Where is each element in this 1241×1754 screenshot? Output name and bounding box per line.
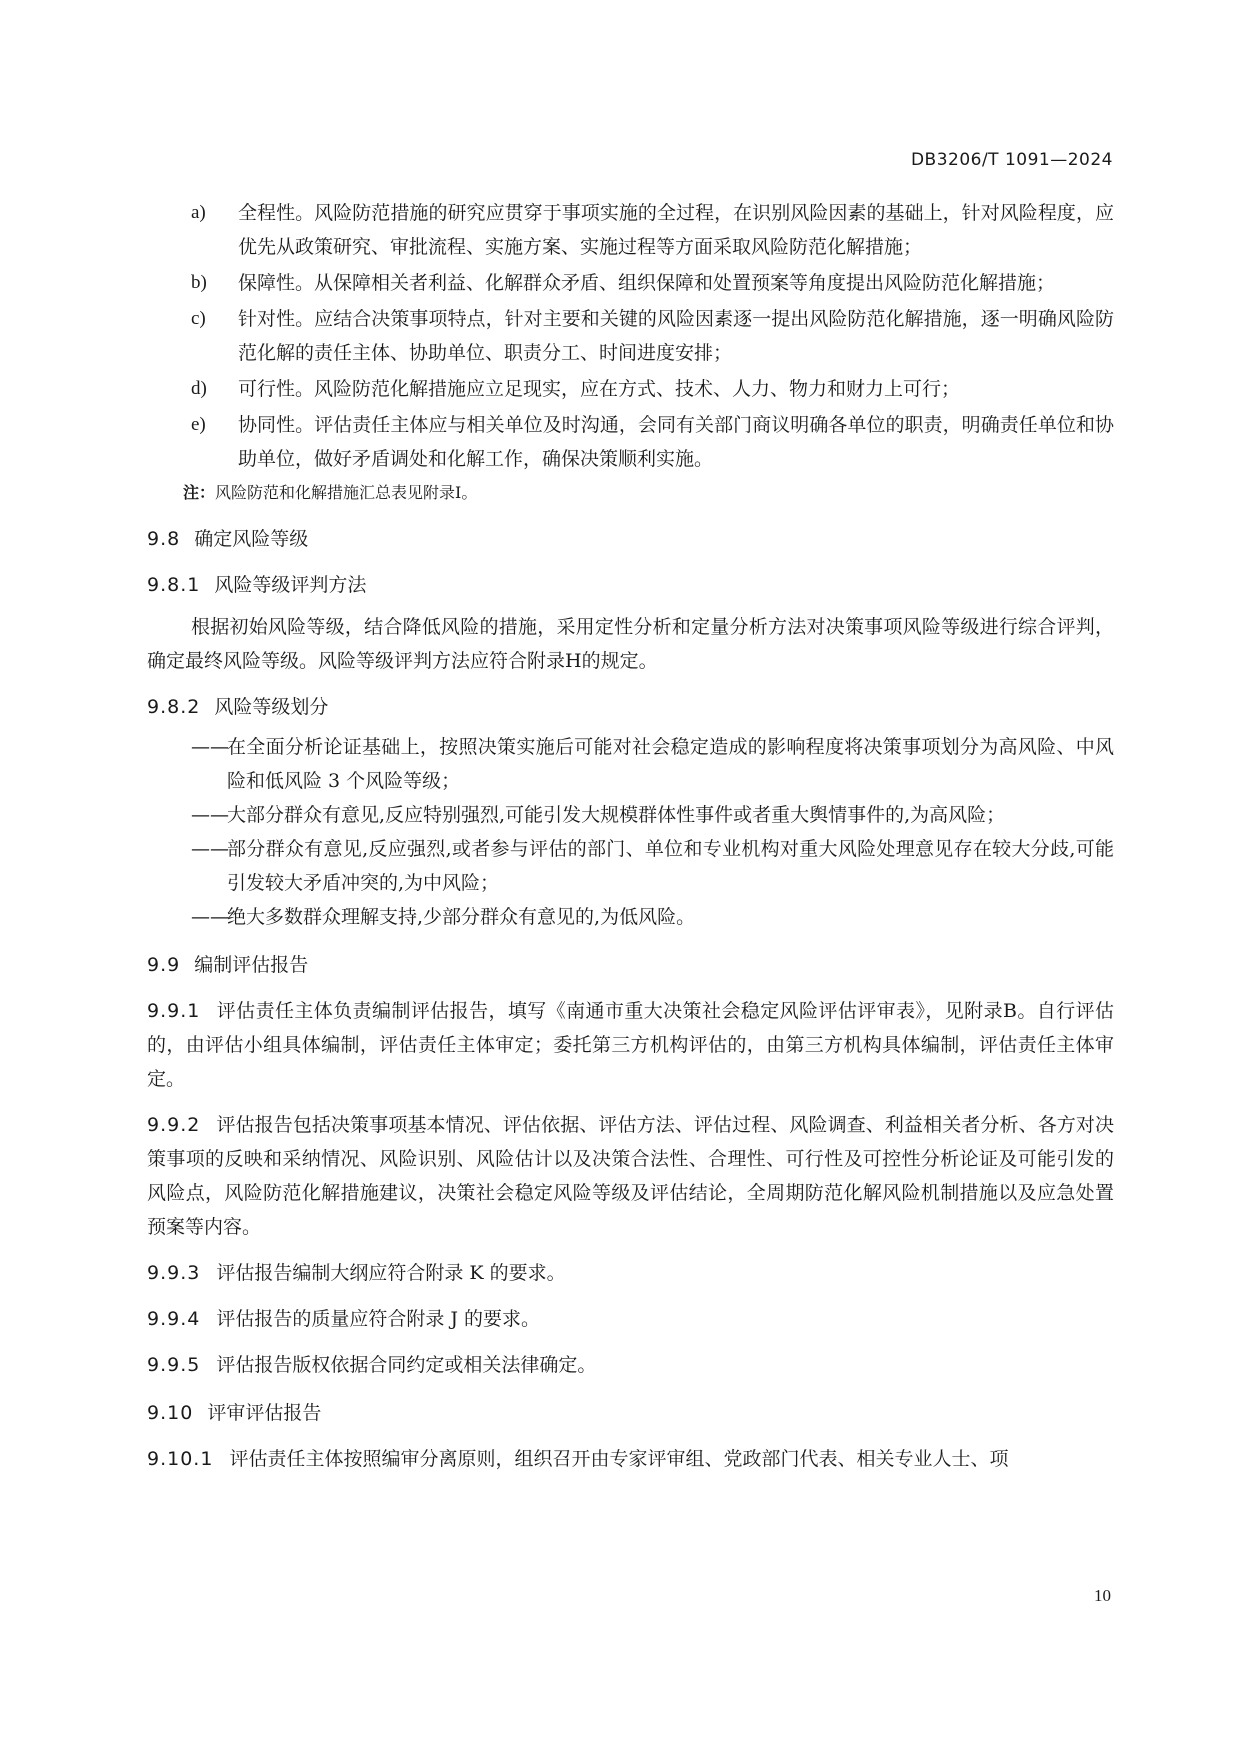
section-title: 确定风险等级 [194, 528, 309, 550]
list-marker: d) [191, 378, 207, 399]
list-item [147, 266, 1114, 300]
list-text: 在全面分析论证基础上，按照决策实施后可能对社会稳定造成的影响程度将决策事项划分为高风险、中风险和低风险 3 个风险等级； [227, 736, 1114, 792]
paragraph-text: 评估报告版权依据合同约定或相关法律确定。 [216, 1354, 597, 1376]
section-number: 9.8.2 [147, 696, 201, 718]
list-item [147, 798, 1114, 832]
section-number: 9.8.1 [147, 574, 201, 596]
list-marker: b) [191, 272, 207, 293]
list-item [147, 372, 1114, 406]
section-heading-9-8 [147, 522, 1114, 556]
paragraph-9-10-1 [147, 1442, 1114, 1476]
list-text: 绝大多数群众理解支持,少部分群众有意见的,为低风险。 [227, 906, 696, 928]
list-marker: c) [191, 308, 206, 329]
section-heading-9-8-2 [147, 690, 1114, 724]
note-label: 注： [183, 483, 216, 502]
section-number: 9.10 [147, 1402, 194, 1424]
section-number: 9.9.2 [147, 1114, 201, 1136]
section-heading-9-10 [147, 1396, 1114, 1430]
paragraph-text: 评估报告编制大纲应符合附录 K 的要求。 [216, 1262, 566, 1284]
section-title: 风险等级划分 [214, 696, 329, 718]
list-text: 针对性。应结合决策事项特点，针对主要和关键的风险因素逐一提出风险防范化解措施，逐一明确风险防范化解的责任主体、协助单位、职责分工、时间进度安排； [238, 308, 1114, 364]
section-number: 9.9 [147, 954, 181, 976]
section-number: 9.9.5 [147, 1354, 201, 1376]
page-number: 10 [1094, 1586, 1111, 1605]
paragraph-text: 评估报告包括决策事项基本情况、评估依据、评估方法、评估过程、风险调查、利益相关者分析、各方对决策事项的反映和采纳情况、风险识别、风险估计以及决策合法性、合理性、可行性及可控性分析论证及可能引发的风险点，风险防范化解措施建议，决策社会稳定风险等级及评估结论，全周期防范化解风险机制措施以及应急处置预案等内容。 [147, 1114, 1114, 1238]
list-text: 保障性。从保障相关者利益、化解群众矛盾、组织保障和处置预案等角度提出风险防范化解措施； [238, 272, 1056, 294]
paragraph-text: 评估责任主体负责编制评估报告，填写《南通市重大决策社会稳定风险评估评审表》，见附录B。自行评估的，由评估小组具体编制，评估责任主体审定；委托第三方机构评估的，由第三方机构具体编制，评估责任主体审定。 [147, 1000, 1114, 1090]
section-title: 风险等级评判方法 [214, 574, 367, 596]
section-number: 9.8 [147, 528, 181, 550]
list-item [147, 408, 1114, 476]
list-item [147, 730, 1114, 798]
list-item [147, 900, 1114, 934]
note [147, 478, 1114, 508]
section-number: 9.10.1 [147, 1448, 214, 1470]
section-title: 编制评估报告 [194, 954, 309, 976]
paragraph-9-9-5 [147, 1348, 1114, 1382]
section-number: 9.9.3 [147, 1262, 201, 1284]
list-item [147, 302, 1114, 370]
page-content [147, 196, 1114, 1476]
list-text: 部分群众有意见,反应强烈,或者参与评估的部门、单位和专业机构对重大风险处理意见存在较大分歧,可能引发较大矛盾冲突的,为中风险； [227, 838, 1114, 894]
list-dash: —— [191, 804, 229, 826]
paragraph-9-9-2 [147, 1108, 1114, 1244]
standard-code: DB3206/T 1091—2024 [910, 150, 1113, 170]
list-dash: —— [191, 838, 229, 860]
paragraph: 根据初始风险等级，结合降低风险的措施，采用定性分析和定量分析方法对决策事项风险等级进行综合评判，确定最终风险等级。风险等级评判方法应符合附录H的规定。 [147, 616, 1114, 672]
paragraph-9-9-4 [147, 1302, 1114, 1336]
list-dash: —— [191, 906, 229, 928]
paragraph-text: 评估报告的质量应符合附录 J 的要求。 [216, 1308, 541, 1330]
list-text: 协同性。评估责任主体应与相关单位及时沟通，会同有关部门商议明确各单位的职责，明确责任单位和协助单位，做好矛盾调处和化解工作，确保决策顺利实施。 [238, 414, 1114, 470]
risk-level-list [147, 730, 1114, 934]
list-dash: —— [191, 736, 229, 758]
section-number: 9.9.1 [147, 1000, 201, 1022]
note-text: 风险防范和化解措施汇总表见附录I。 [215, 483, 478, 502]
principles-list [147, 196, 1114, 476]
list-item [147, 832, 1114, 900]
paragraph-9-9-3 [147, 1256, 1114, 1290]
section-number: 9.9.4 [147, 1308, 201, 1330]
section-heading-9-9 [147, 948, 1114, 982]
list-marker: e) [191, 414, 206, 435]
list-marker: a) [191, 202, 206, 223]
list-item [147, 196, 1114, 264]
paragraph-text: 评估责任主体按照编审分离原则，组织召开由专家评审组、党政部门代表、相关专业人士、项 [229, 1448, 1009, 1470]
paragraph-9-9-1 [147, 994, 1114, 1096]
list-text: 全程性。风险防范措施的研究应贯穿于事项实施的全过程，在识别风险因素的基础上，针对风险程度，应优先从政策研究、审批流程、实施方案、实施过程等方面采取风险防范化解措施； [238, 202, 1114, 258]
list-text: 可行性。风险防范化解措施应立足现实，应在方式、技术、人力、物力和财力上可行； [238, 378, 961, 400]
list-text: 大部分群众有意见,反应特别强烈,可能引发大规模群体性事件或者重大舆情事件的,为高风险； [227, 804, 1006, 826]
section-heading-9-8-1 [147, 568, 1114, 602]
section-title: 评审评估报告 [207, 1402, 322, 1424]
